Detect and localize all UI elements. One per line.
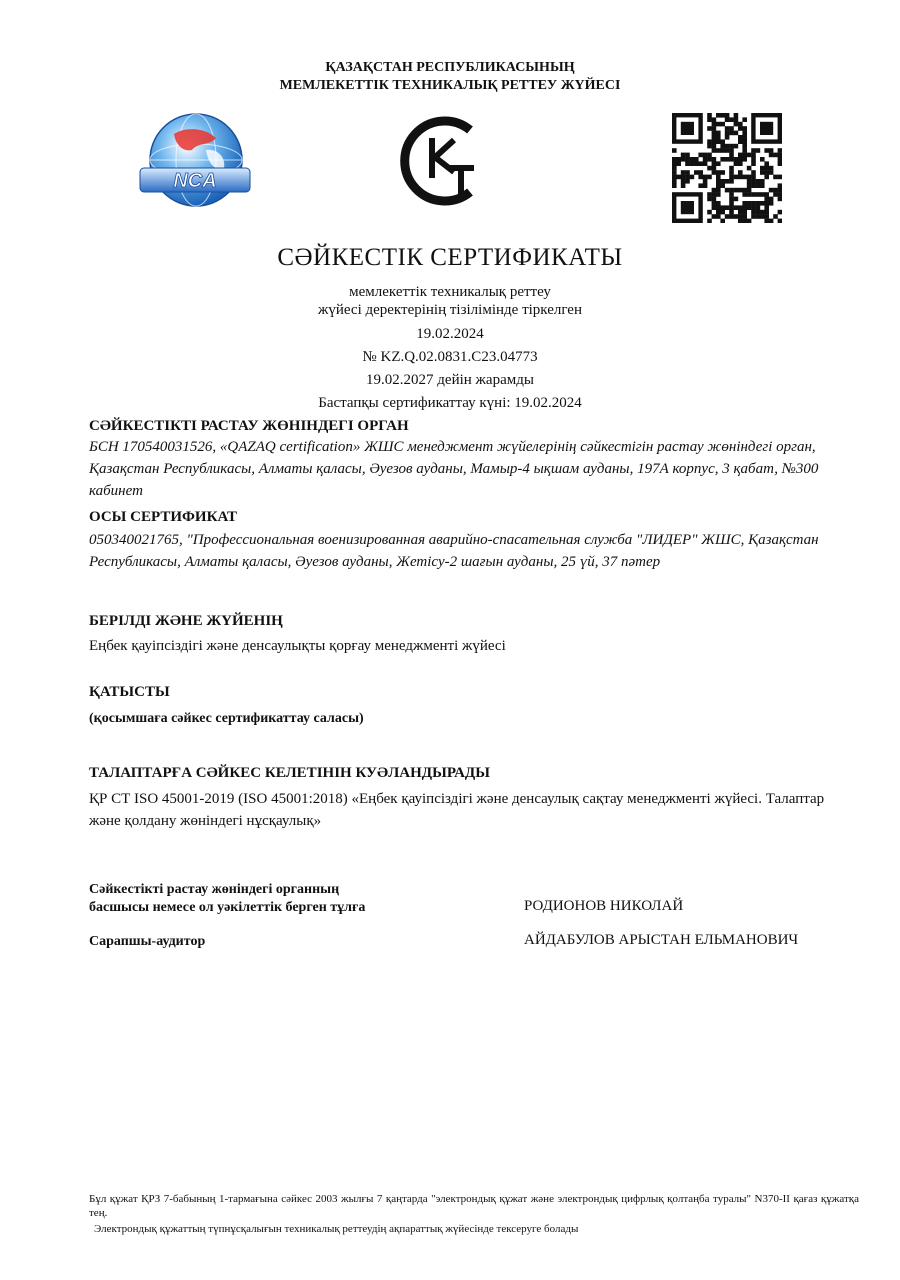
scope-title: ҚАТЫСТЫ [89,684,170,700]
footer-verification-text: Электрондық құжаттың түпнұсқалығын техникалық реттеудің ақпараттық жүйесінде тексеруге болады [94,1223,579,1235]
auditor-name: АЙДАБУЛОВ АРЫСТАН ЕЛЬМАНОВИЧ [524,932,799,948]
organ-title: СӘЙКЕСТІКТІ РАСТАУ ЖӨНІНДЕГІ ОРГАН [89,418,409,434]
holder-title: ОСЫ СЕРТИФИКАТ [89,509,237,525]
footer-legal-text: Бұл құжат ҚРЗ 7-бабының 1-тармағына сәйкес 2003 жылғы 7 қаңтарда "электрондық құжат және электрондық цифрлық қолтаңба туралы" N370-II қағаз құжатқа тең. [89,1193,859,1219]
organ-text: БСН 170540031526, «QAZAQ certification» ЖШС менеджмент жүйелерінің сәйкестігін растау жөніндегі орган, Қазақстан Республикасы, Алматы қаласы, Әуезов ауданы, Мамыр-4 ықшам ауданы, 197А корпус, 3 қабат, №300 кабинет [89,439,819,499]
certificate-number: № KZ.Q.02.0831.C23.04773 [362,349,538,365]
nca-logo [136,112,252,212]
start-date: Бастапқы сертификаттау күні: 19.02.2024 [318,395,582,411]
head-label-line-1: Сәйкестікті растау жөніндегі органның [89,882,340,897]
header-line-2: МЕМЛЕКЕТТІК ТЕХНИКАЛЫҚ РЕТТЕУ ЖҮЙЕСІ [279,78,621,93]
header-line-1: ҚАЗАҚСТАН РЕСПУБЛИКАСЫНЫҢ [325,60,575,75]
requirements-text: ҚР СТ ISO 45001-2019 (ISO 45001:2018) «Еңбек қауіпсіздігі және денсаулық сақтау менеджменті жүйесі. Талаптар және қолдану жөніндегі нұсқаулық» [89,791,825,829]
registration-date: 19.02.2024 [416,326,484,342]
certificate-title: СӘЙКЕСТІК СЕРТИФИКАТЫ [277,244,623,271]
kz-conformity-mark [398,116,488,206]
holder-text: 050340021765, "Профессиональная военизированная аварийно-спасательная служба "ЛИДЕР" ЖШС, Қазақстан Республикасы, Алматы қаласы, Әуезов ауданы, Жетісу-2 шағын ауданы, 25 үй, 37 пәтер [89,532,819,570]
nca-logo-text: NCA [173,170,217,192]
registration-line-1: мемлекеттік техникалық реттеу [349,284,551,300]
registration-line-2: жүйесі деректерінің тізілімінде тіркелген [317,302,582,318]
system-text: Еңбек қауіпсіздігі және денсаулықты қорғау менеджменті жүйесі [89,638,506,654]
head-name: РОДИОНОВ НИКОЛАЙ [524,898,684,914]
system-title: БЕРІЛДІ ЖӘНЕ ЖҮЙЕНІҢ [89,613,283,629]
requirements-title: ТАЛАПТАРҒА СӘЙКЕС КЕЛЕТІНІН КУӘЛАНДЫРАДЫ [89,765,490,781]
qr-code [672,113,782,223]
valid-until: 19.02.2027 дейін жарамды [366,372,534,388]
scope-text: (қосымшаға сәйкес сертификаттау саласы) [89,711,364,726]
auditor-label: Сарапшы-аудитор [89,934,206,949]
head-label-line-2: басшысы немесе ол уәкілеттік берген тұлға [89,900,366,915]
